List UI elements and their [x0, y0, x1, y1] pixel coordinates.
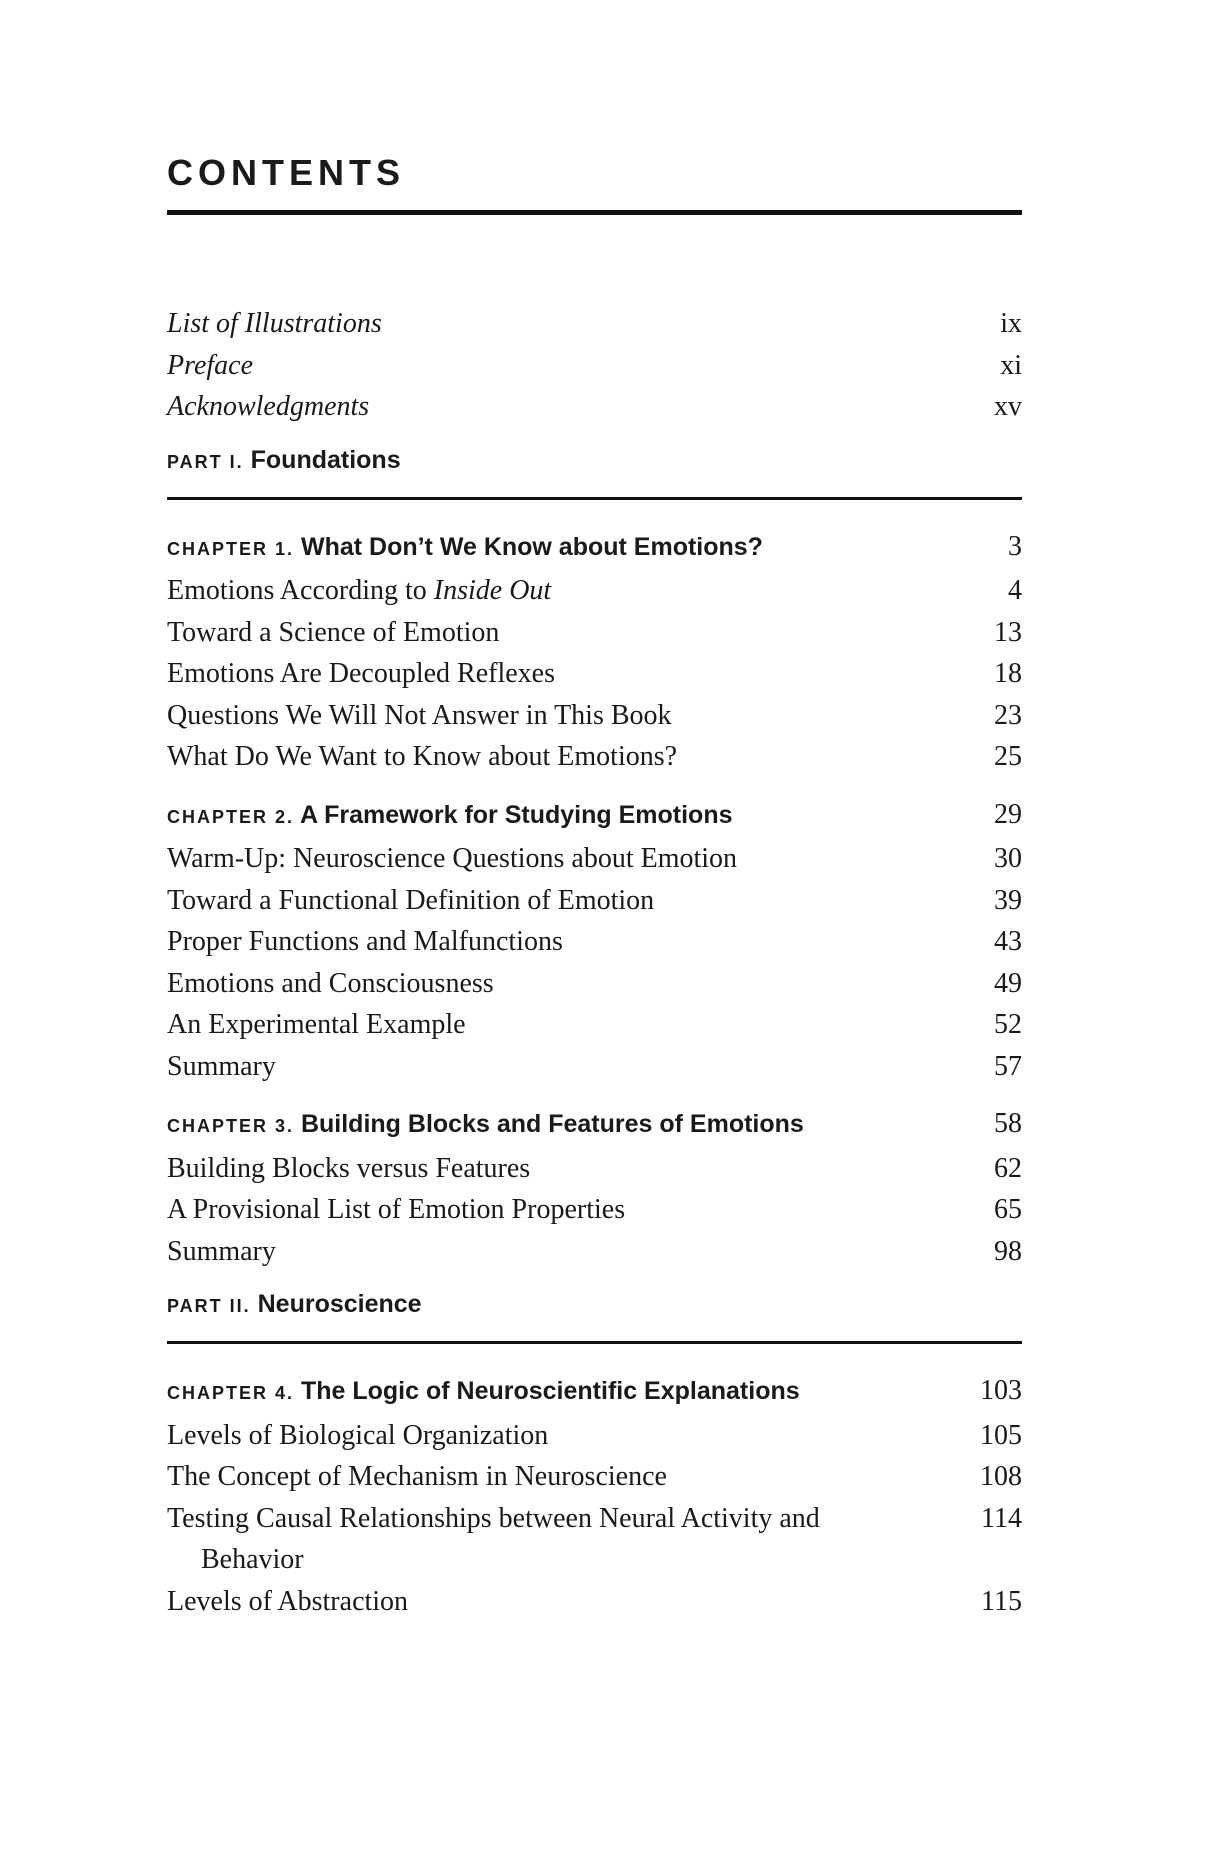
section-entry[interactable]: [167, 1231, 1022, 1273]
front-matter-entry[interactable]: [167, 386, 1022, 428]
chapter-block: [167, 794, 1022, 1088]
part-label: PART II.: [167, 1296, 251, 1316]
section-title: Building Blocks versus Features: [167, 1152, 531, 1184]
chapter-page: 58: [994, 1108, 1022, 1139]
entry-title: Acknowledgments: [167, 391, 370, 422]
section-title: Levels of Biological Organization: [167, 1419, 549, 1451]
section-page: 13: [994, 616, 1022, 648]
section-entry[interactable]: [167, 695, 1022, 737]
entry-page: xi: [1000, 349, 1022, 381]
chapter-page: 29: [994, 798, 1022, 830]
section-entry[interactable]: [167, 921, 1022, 963]
section-page: 62: [994, 1152, 1022, 1184]
section-page: 43: [994, 926, 1022, 957]
section-entry[interactable]: [167, 1004, 1022, 1046]
section-title: A Provisional List of Emotion Properties: [167, 1194, 626, 1225]
section-page: 57: [994, 1050, 1022, 1082]
section-title-italic: Inside Out: [433, 575, 552, 606]
section-title: Summary: [167, 1235, 276, 1267]
section-entry[interactable]: [167, 653, 1022, 695]
chapter-title: The Logic of Neuroscientific Explanations: [300, 1377, 800, 1405]
section-page: 25: [994, 741, 1022, 772]
section-title: Summary: [167, 1050, 276, 1082]
section-title: Emotions and Consciousness: [167, 967, 494, 999]
section-title: Toward a Science of Emotion: [167, 616, 500, 648]
section-title-line: Behavior: [201, 1544, 304, 1575]
part-rule: [167, 1341, 1022, 1344]
section-page: 115: [981, 1585, 1022, 1617]
front-matter: [167, 303, 1022, 428]
chapter-label: CHAPTER 2.: [167, 806, 295, 827]
chapter-entry[interactable]: [167, 526, 1022, 571]
section-page: 114: [981, 1502, 1022, 1534]
section-page: 105: [980, 1419, 1022, 1451]
section-page: 39: [994, 884, 1022, 916]
chapter-block: [167, 526, 1022, 778]
page-title: CONTENTS: [167, 152, 405, 193]
entry-title: List of Illustrations: [167, 308, 382, 339]
chapter-entry[interactable]: [167, 1103, 1022, 1148]
entry-page: xv: [994, 391, 1022, 422]
section-entry[interactable]: [167, 612, 1022, 654]
section-page: 18: [994, 658, 1022, 689]
front-matter-entry[interactable]: [167, 303, 1022, 345]
chapter-entry[interactable]: [167, 794, 1022, 839]
chapter-label: CHAPTER 1.: [167, 538, 295, 559]
spacer: [167, 215, 1022, 303]
chapter-page: 103: [980, 1375, 1022, 1406]
section-entry[interactable]: [167, 1189, 1022, 1231]
chapter-label: CHAPTER 3.: [167, 1116, 295, 1136]
section-entry[interactable]: [167, 880, 1022, 922]
entry-page: ix: [1000, 308, 1022, 339]
section-title: An Experimental Example: [167, 1009, 466, 1040]
section-title: What Do We Want to Know about Emotions?: [167, 741, 678, 772]
part-title: Foundations: [250, 445, 401, 474]
section-entry[interactable]: [167, 1498, 1022, 1581]
section-entry[interactable]: [167, 570, 1022, 612]
section-title: Toward a Functional Definition of Emotion: [167, 884, 655, 916]
section-page: 98: [994, 1235, 1022, 1267]
section-title: Emotions Are Decoupled Reflexes: [167, 658, 556, 689]
section-title: Proper Functions and Malfunctions: [167, 926, 563, 957]
chapter-title: Building Blocks and Features of Emotions: [300, 1110, 804, 1138]
section-page: 52: [994, 1009, 1022, 1040]
chapter-entry[interactable]: [167, 1370, 1022, 1415]
section-entry[interactable]: [167, 1581, 1022, 1623]
section-entry[interactable]: [167, 1148, 1022, 1190]
section-page: 108: [980, 1461, 1022, 1492]
section-entry[interactable]: [167, 1456, 1022, 1498]
part-label: PART I.: [167, 451, 244, 472]
section-title: [167, 570, 551, 612]
section-title-line: Testing Causal Relationships between Neural Activity and: [167, 1502, 820, 1534]
section-title: The Concept of Mechanism in Neuroscience: [167, 1461, 667, 1492]
section-title-text: Emotions According to: [167, 575, 434, 606]
section-entry[interactable]: [167, 838, 1022, 880]
section-page: 4: [1008, 575, 1022, 606]
front-matter-entry[interactable]: [167, 345, 1022, 387]
section-entry[interactable]: [167, 963, 1022, 1005]
chapter-block: [167, 1103, 1022, 1272]
chapter-title: What Don’t We Know about Emotions?: [300, 532, 763, 561]
section-title: Levels of Abstraction: [167, 1585, 409, 1617]
section-title: Warm-Up: Neuroscience Questions about Emotion: [167, 843, 738, 874]
entry-title: Preface: [167, 349, 254, 381]
part-heading: [167, 1284, 1022, 1326]
section-title: Questions We Will Not Answer in This Book: [167, 699, 672, 731]
part-rule: [167, 497, 1022, 500]
section-page: 23: [994, 699, 1022, 731]
chapter-block: [167, 1370, 1022, 1622]
section-title: [167, 1498, 820, 1581]
section-entry[interactable]: [167, 1415, 1022, 1457]
section-entry[interactable]: [167, 1046, 1022, 1088]
section-entry[interactable]: [167, 736, 1022, 778]
section-page: 30: [994, 843, 1022, 874]
contents-page: [167, 150, 1022, 1622]
chapter-label: CHAPTER 4.: [167, 1383, 295, 1403]
chapter-page: 3: [1008, 530, 1022, 562]
part-heading: [167, 440, 1022, 482]
section-page: 65: [994, 1194, 1022, 1225]
section-page: 49: [994, 967, 1022, 999]
chapter-title: A Framework for Studying Emotions: [300, 800, 733, 829]
part-title: Neuroscience: [257, 1290, 422, 1318]
